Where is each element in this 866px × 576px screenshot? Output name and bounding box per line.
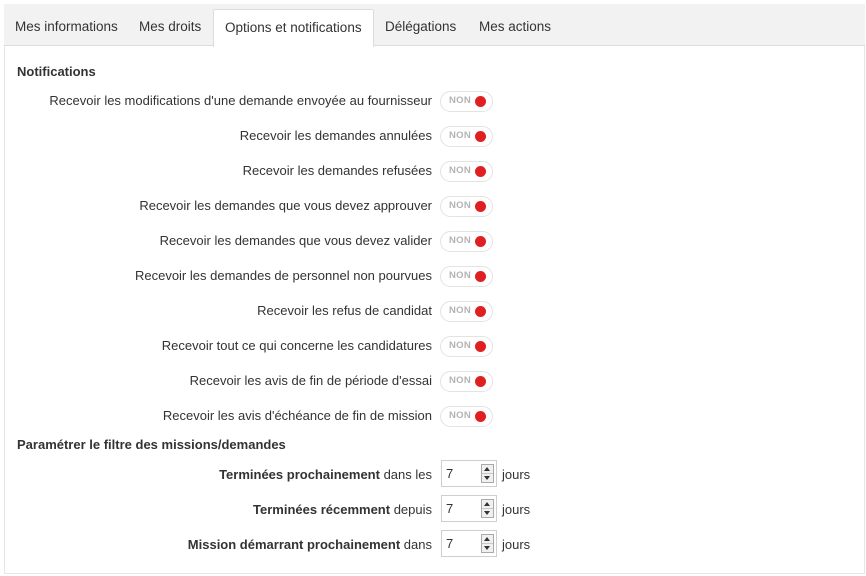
filter-label-bold: Mission démarrant prochainement: [187, 537, 401, 552]
toggle-off-indicator: [475, 201, 486, 212]
filter-label-ending-soon: [219, 467, 432, 482]
notification-label: Recevoir les demandes de personnel non pourvues: [134, 268, 432, 283]
tab-bar: [4, 4, 865, 46]
toggle-state-label: NON: [449, 235, 472, 246]
toggle-state-label: NON: [449, 130, 472, 141]
notification-toggle[interactable]: [440, 161, 493, 182]
ended-recently-days-input[interactable]: [442, 496, 478, 521]
toggle-off-indicator: [475, 96, 486, 107]
notification-toggle[interactable]: [440, 336, 493, 357]
toggle-state-label: NON: [449, 200, 472, 211]
filter-label-ended-recently: [253, 502, 432, 517]
toggle-off-indicator: [475, 306, 486, 317]
toggle-state-label: NON: [449, 270, 472, 281]
notification-label: Recevoir les demandes annulées: [239, 128, 432, 143]
spin-down-icon[interactable]: [482, 509, 493, 517]
ended-recently-days-spinner: [441, 495, 497, 522]
toggle-state-label: NON: [449, 375, 472, 386]
starting-soon-days-spinner: [441, 530, 497, 557]
notification-label: Recevoir les refus de candidat: [257, 303, 432, 318]
spinner-buttons: [481, 464, 494, 483]
notification-label: Recevoir les demandes que vous devez valider: [159, 233, 432, 248]
spin-up-icon[interactable]: [482, 465, 493, 474]
notification-toggle[interactable]: [440, 406, 493, 427]
spin-up-icon[interactable]: [482, 535, 493, 544]
notification-label: Recevoir les demandes refusées: [242, 163, 432, 178]
tab-mes-informations[interactable]: Mes informations: [15, 19, 118, 34]
toggle-off-indicator: [475, 166, 486, 177]
notification-toggle[interactable]: [440, 126, 493, 147]
tab-options-et-notifications[interactable]: Options et notifications: [213, 9, 374, 47]
tab-mes-droits[interactable]: Mes droits: [139, 19, 202, 34]
days-unit-label: jours: [502, 502, 531, 517]
notification-label: Recevoir tout ce qui concerne les candidatures: [161, 338, 432, 353]
toggle-off-indicator: [475, 411, 486, 422]
spinner-buttons: [481, 534, 494, 553]
starting-soon-days-input[interactable]: [442, 531, 478, 556]
spin-down-icon[interactable]: [482, 544, 493, 552]
toggle-off-indicator: [475, 271, 486, 282]
notifications-section-title: Notifications: [17, 64, 96, 79]
notification-toggle[interactable]: [440, 91, 493, 112]
ending-soon-days-spinner: [441, 460, 497, 487]
days-unit-label: jours: [502, 537, 531, 552]
toggle-off-indicator: [475, 131, 486, 142]
notification-toggle[interactable]: [440, 301, 493, 322]
notification-label: Recevoir les avis d'échéance de fin de mission: [162, 408, 432, 423]
toggle-state-label: NON: [449, 95, 472, 106]
spin-down-icon[interactable]: [482, 474, 493, 482]
spinner-buttons: [481, 499, 494, 518]
filter-section-title: Paramétrer le filtre des missions/demandes: [17, 437, 286, 452]
filter-label-rest: dans: [400, 537, 432, 552]
toggle-off-indicator: [475, 341, 486, 352]
toggle-state-label: NON: [449, 305, 472, 316]
toggle-off-indicator: [475, 376, 486, 387]
filter-label-starting-soon: [188, 537, 432, 552]
days-unit-label: jours: [502, 467, 531, 482]
toggle-state-label: NON: [449, 165, 472, 176]
filter-label-rest: dans les: [379, 467, 432, 482]
tab-delegations[interactable]: Délégations: [385, 19, 457, 34]
toggle-state-label: NON: [449, 340, 472, 351]
spin-up-icon[interactable]: [482, 500, 493, 509]
notification-toggle[interactable]: [440, 231, 493, 252]
toggle-state-label: NON: [449, 410, 472, 421]
notification-toggle[interactable]: [440, 266, 493, 287]
options-panel: [4, 46, 865, 574]
notification-label: Recevoir les demandes que vous devez approuver: [139, 198, 432, 213]
filter-label-bold: Terminées prochainement: [219, 467, 380, 482]
filter-label-bold: Terminées récemment: [253, 502, 391, 517]
notification-toggle[interactable]: [440, 371, 493, 392]
notification-toggle[interactable]: [440, 196, 493, 217]
tab-mes-actions[interactable]: Mes actions: [479, 19, 552, 34]
toggle-off-indicator: [475, 236, 486, 247]
filter-label-rest: depuis: [390, 502, 432, 517]
notification-label: Recevoir les modifications d'une demande envoyée au fournisseur: [49, 93, 432, 108]
ending-soon-days-input[interactable]: [442, 461, 478, 486]
notification-label: Recevoir les avis de fin de période d'essai: [189, 373, 432, 388]
